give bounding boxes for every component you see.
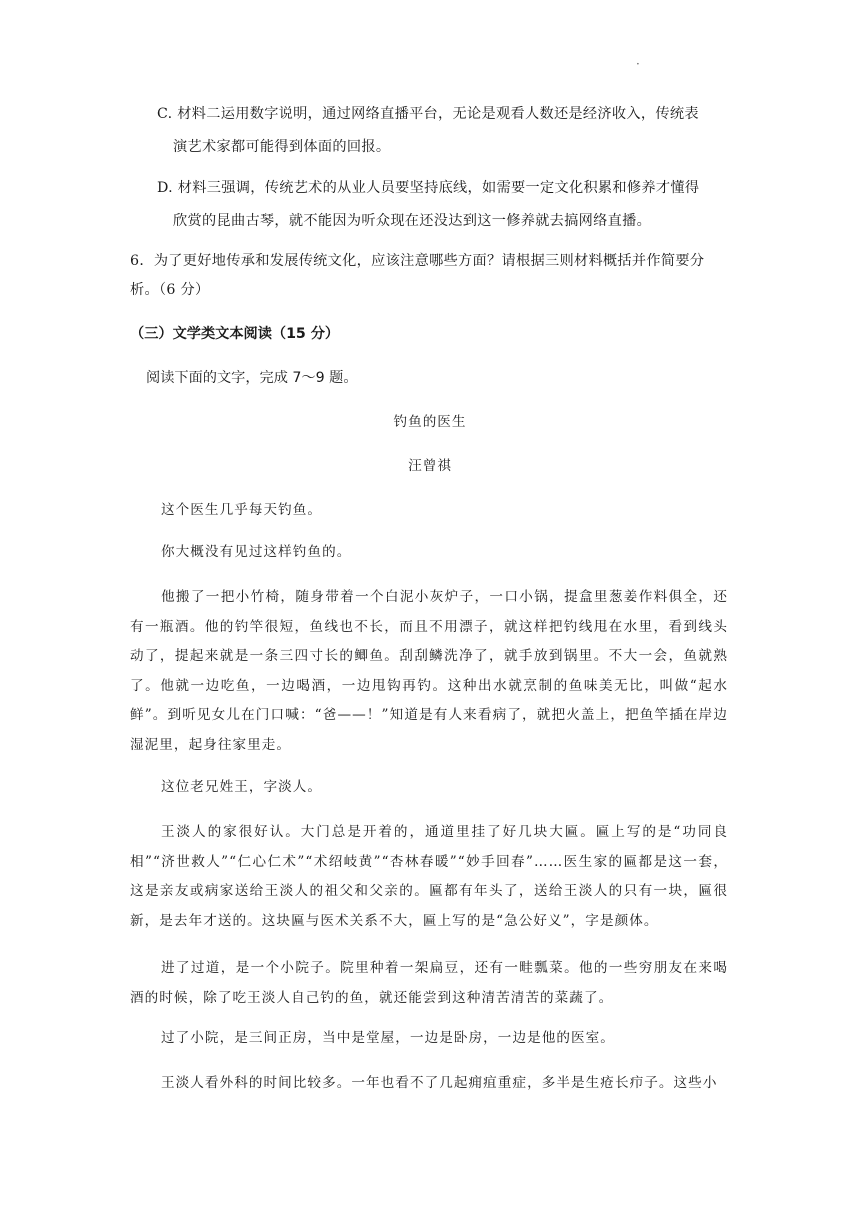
reading-instruction: 阅读下面的文字，完成 7～9 题。: [146, 370, 358, 386]
header-mark: ·: [636, 57, 640, 71]
story-paragraph: 他搬了一把小竹椅，随身带着一个白泥小灰炉子，一口小锅，提盒里葱姜作料俱全，还有一瓶酒。他的钓竿很短，鱼线也不长，而且不用漂子，就这样把钓线甩在水里，看到线头动了，提起来就是一条三四寸长的鲫鱼。刮刮鳞洗净了，就手放到锅里。不大一会，鱼就熟了。他就一边吃鱼，一边喝酒，一边甩钩再钓。这种出水就烹制的鱼味美无比，叫做“起水鲜”。到听见女儿在门口喊：“爸——！”知道是有人来看病了，就把火盖上，把鱼竿插在岸边湿泥里，起身往家里走。: [130, 589, 728, 753]
option-c-text: C. 材料二运用数字说明，通过网络直播平台，无论是观看人数还是经济收入，传统表 演艺术家都可能得到体面的回报。: [157, 106, 699, 155]
section-heading: （三）文学类文本阅读（15 分）: [130, 326, 340, 342]
story-paragraph: 进了过道，是一个小院子。院里种着一架扁豆，还有一畦瓢菜。他的一些穷朋友在来喝酒的时候，除了吃王淡人自己钓的鱼，就还能尝到这种清苦清苦的菜蔬了。: [130, 960, 728, 1006]
story-author: 汪曾祺: [408, 458, 452, 474]
story-title: 钓鱼的医生: [393, 414, 467, 430]
story-paragraph: 你大概没有见过这样钓鱼的。: [161, 544, 352, 560]
question-6: [130, 247, 730, 305]
option-c: [130, 98, 730, 164]
story-paragraph: 这位老兄姓王，字淡人。: [161, 779, 323, 795]
question-6-line1: 6．为了更好地传承和发展传统文化，应该注意哪些方面？请根据三则材料概括并作简要分: [130, 253, 705, 269]
story-paragraph: 这个医生几乎每天钓鱼。: [161, 502, 323, 518]
story-paragraph: 王淡人的家很好认。大门总是开着的，通道里挂了好几块大匾。匾上写的是“功同良相”“济世救人”“仁心仁术”“术绍岐黄”“杏林春暖”“妙手回春”……医生家的匾都是这一套，这是亲友或病家送给王淡人的祖父和父亲的。匾都有年头了，送给王淡人的只有一块，匾很新，是去年才送的。这块匾与医术关系不大，匾上写的是“急公好义”，字是颜体。: [130, 824, 728, 929]
story-paragraph: 过了小院，是三间正房，当中是堂屋，一边是卧房，一边是他的医室。: [161, 1030, 615, 1046]
option-d: [130, 172, 730, 238]
option-d-text: D. 材料三强调，传统艺术的从业人员要坚持底线，如需要一定文化积累和修养才懂得 欣赏的昆曲古琴，就不能因为听众现在还没达到这一修养就去搞网络直播。: [157, 180, 700, 229]
question-6-line2: 析。（6 分）: [130, 282, 210, 298]
story-paragraph: 王淡人看外科的时间比较多。一年也看不了几起痈疽重症，多半是生疮长疖子。这些小: [161, 1075, 718, 1091]
